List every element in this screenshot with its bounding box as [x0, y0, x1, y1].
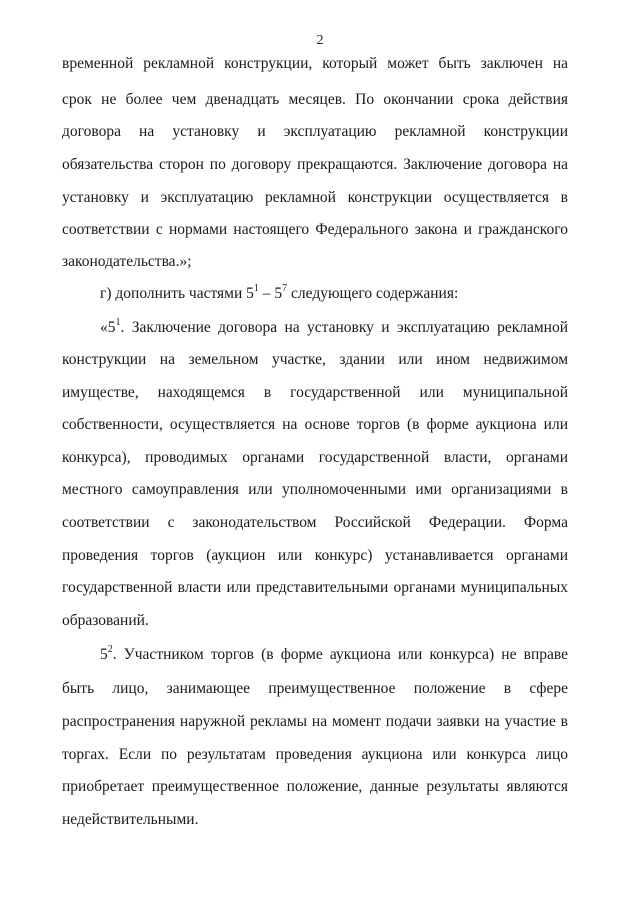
text-line: государственной власти или представительными органами муниципальных [62, 579, 568, 596]
text-line: образований. [62, 612, 149, 629]
text-line: приобретает преимущественное положение, данные результаты являются [62, 778, 568, 795]
text-line [100, 318, 568, 338]
text-line: обязательства сторон по договору прекращаются. Заключение договора на [62, 156, 568, 173]
text-fragment: «5 [100, 319, 116, 336]
text-line: проведения торгов (аукцион или конкурс) устанавливается органами [62, 547, 568, 564]
text-line: недействительными. [62, 811, 199, 828]
text-fragment: г) дополнить частями 5 [100, 285, 254, 302]
text-fragment: – 5 [258, 285, 283, 302]
text-line: установку и эксплуатацию рекламной конструкции осуществляется в [62, 189, 568, 206]
text-fragment: . Заключение договора на установку и эксплуатацию рекламной [120, 319, 568, 336]
text-line: имуществе, находящемся в государственной или муниципальной [62, 384, 568, 401]
text-line: законодательства.»; [62, 253, 192, 270]
text-line: собственности, осуществляется на основе торгов (в форме аукциона или [62, 416, 568, 433]
text-line: торгах. Если по результатам проведения аукциона или конкурса лицо [62, 746, 568, 763]
text-line: соответствии с законодательством Российской Федерации. Форма [62, 514, 568, 531]
page-number: 2 [316, 33, 324, 48]
superscript: 1 [115, 316, 121, 328]
superscript: 1 [253, 282, 259, 294]
text-line: местного самоуправления или уполномоченными ими организациями в [62, 481, 568, 498]
text-line: соответствии с нормами настоящего Федерального закона и гражданского [62, 221, 568, 238]
text-line: временной рекламной конструкции, который может быть заключен на [62, 55, 568, 72]
text-line: договора на установку и эксплуатацию рекламной конструкции [62, 123, 568, 140]
text-fragment: 5 [100, 646, 108, 663]
superscript: 7 [282, 282, 288, 294]
text-line: конкурса), проводимых органами государственной власти, органами [62, 449, 568, 466]
text-line: распространения наружной рекламы на момент подачи заявки на участие в [62, 713, 568, 730]
superscript: 2 [107, 643, 113, 655]
text-fragment: . Участником торгов (в форме аукциона или конкурса) не вправе [112, 646, 568, 663]
text-fragment: следующего содержания: [287, 285, 459, 302]
text-line: срок не более чем двенадцать месяцев. По окончании срока действия [62, 91, 568, 108]
text-line [100, 284, 568, 304]
text-line: конструкции на земельном участке, здании или ином недвижимом [62, 351, 568, 368]
text-line: быть лицо, занимающее преимущественное положение в сфере [62, 680, 568, 697]
text-line [100, 645, 568, 665]
